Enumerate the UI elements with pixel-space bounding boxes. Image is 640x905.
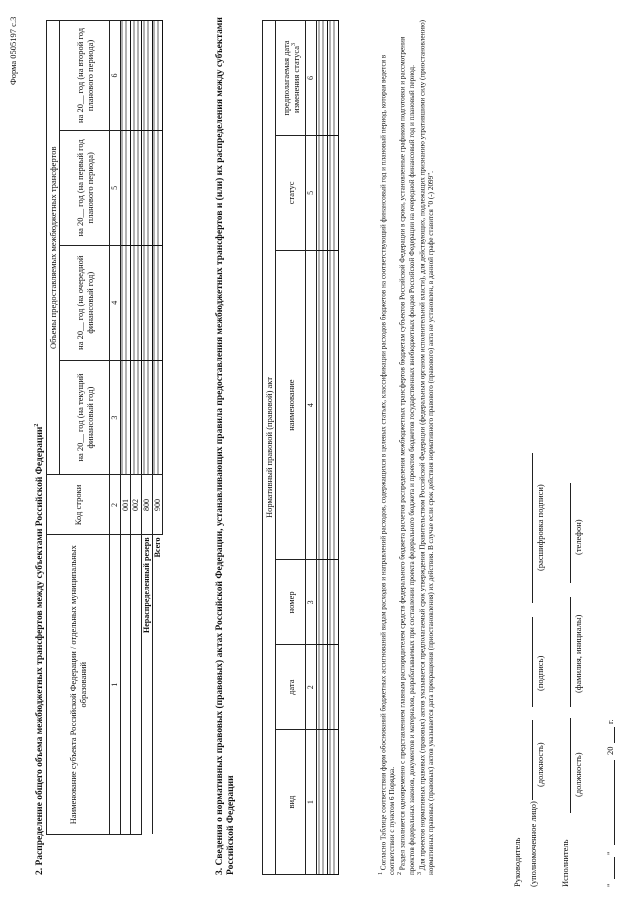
cell (141, 360, 152, 475)
section2-table (46, 20, 163, 835)
row-code: 001 (120, 475, 131, 535)
header-col4: на 20__ год (на очередной финансовый год) (60, 245, 110, 360)
table-row (131, 21, 142, 835)
cell (152, 130, 163, 245)
cell (131, 360, 142, 475)
form-code: Форма 0505197 с.3 (8, 16, 18, 85)
cell (120, 360, 131, 475)
header-col6: на 20__ год (на второй год планового периода) (60, 21, 110, 131)
header-date-status-text: предполагаемая дата изменения статуса (280, 40, 301, 116)
footnote (397, 15, 416, 875)
head-caption-position: (должность) (535, 742, 545, 787)
footnote-text: Для проектов нормативных правовых (правовых) актов указывается предполагаемый срок утверждения Правительством Российской Федерации (федеральным органом исполнительной власти), для действующих, подлежащих признанию утратившими силу (приостановлению) нормативных правовых (правовых) актов указывается дата прекращения (приостановления) их действия. В случае если срок действия нормативного правового (правового) акта не установлен, в данной графе ставится "0 (-) 2099". (418, 19, 436, 875)
row-code: 002 (131, 475, 142, 535)
cell (327, 135, 338, 250)
colnum: 4 (306, 250, 317, 560)
row-name (131, 535, 142, 835)
exec-caption-position: (должность) (573, 752, 583, 797)
date-year-prefix: 20 (605, 746, 615, 755)
cell (131, 245, 142, 360)
section3-group-header: Нормативный правовой (правовой) акт (263, 21, 276, 875)
cell (152, 21, 163, 131)
header-code: Код строки (47, 475, 110, 535)
header-col3: на 20__ год (на текущий финансовый год) (60, 360, 110, 475)
colnum: 1 (306, 730, 317, 875)
exec-phone-line (570, 483, 571, 583)
exec-caption-name: (фамилия, инициалы) (573, 614, 583, 693)
date-quote-open: " (605, 883, 615, 887)
cell (316, 730, 327, 875)
colnum: 6 (306, 21, 317, 136)
colnum: 1 (110, 535, 121, 835)
table-row (152, 21, 163, 835)
colnum: 2 (306, 645, 317, 730)
date-quote-close: " (605, 851, 615, 855)
footnote-sup: 3 (416, 872, 423, 875)
section2-title-text: 2. Распределение общего объема межбюджетных трансфертов между субъектами Российской Федерации (35, 426, 46, 875)
section2-title (34, 424, 47, 875)
cell (316, 250, 327, 560)
header-status: статус (276, 135, 306, 250)
footnotes (378, 15, 436, 875)
section3-table (262, 20, 339, 875)
header-group: Объемы предоставляемых межбюджетных трансфертов (47, 21, 60, 476)
colnum: 6 (110, 21, 121, 131)
head-caption-decode: (расшифровка подписи) (535, 484, 545, 571)
header-name: Наименование субъекта Российской Федерации / отдельных муниципальных образований (47, 535, 110, 835)
head-decode-line (532, 453, 533, 603)
exec-name-line (570, 597, 571, 707)
footnote-sup: 2 (397, 872, 404, 875)
cell (316, 645, 327, 730)
header-naim: наименование (276, 250, 306, 560)
exec-label: Исполнитель (560, 839, 570, 887)
colnum: 5 (110, 130, 121, 245)
section3-title: 3. Сведения о нормативных правовых (правовых) актах Российской Федерации, устанавливающих правила предоставления межбюджетных трансфертов и (или) их распределения между субъектами Российской Федерации (215, 17, 237, 875)
header-vid: вид (276, 730, 306, 875)
cell (141, 245, 152, 360)
head-position-line (532, 720, 533, 800)
table-row (141, 21, 152, 835)
footnote-sup: 1 (378, 872, 384, 875)
cell (120, 130, 131, 245)
date-year-suffix: г. (605, 719, 615, 724)
colnum: 3 (110, 360, 121, 475)
colnum: 5 (306, 135, 317, 250)
header-date-status-sup: 3 (290, 42, 297, 46)
cell (327, 560, 338, 645)
cell (327, 730, 338, 875)
header-nomer: номер (276, 560, 306, 645)
colnum: 2 (110, 475, 121, 535)
header-col5: на 20__ год (на первый год планового периода) (60, 130, 110, 245)
header-date-status (276, 21, 306, 136)
header-data: дата (276, 645, 306, 730)
table-row (316, 21, 327, 875)
head-label-1: Руководитель (512, 837, 522, 887)
date-month-line (614, 760, 615, 845)
exec-position-line (570, 718, 571, 813)
colnum: 3 (306, 560, 317, 645)
head-label-2: (уполномоченное лицо) (528, 801, 538, 887)
cell (327, 645, 338, 730)
footnote (417, 15, 436, 875)
footnote-text: Раздел заполняется одновременно с представлением главным распорядителем средств федерального бюджета расчетов распределения межбюджетных трансфертов бюджетам субъектов Российской Федерации в сроки, установленные графиком подготовки и рассмотрения проектов федеральных законов, документов и материалов, разрабатываемых при составлении проекта федерального бюджета и проектов бюджетов государственных внебюджетных фондов Российской Федерации на очередной финансовый год и плановый период. (398, 36, 416, 875)
cell (316, 21, 327, 136)
cell (141, 21, 152, 131)
cell (141, 130, 152, 245)
table-row (120, 21, 131, 835)
cell (120, 245, 131, 360)
row-code: 800 (141, 475, 152, 535)
exec-caption-phone: (телефон) (573, 519, 583, 555)
date-day-line (614, 857, 615, 879)
head-sign-line (532, 617, 533, 707)
colnum: 4 (110, 245, 121, 360)
row-name (120, 535, 131, 835)
footnote (378, 15, 397, 875)
cell (120, 21, 131, 131)
cell (152, 360, 163, 475)
cell (152, 245, 163, 360)
cell (131, 21, 142, 131)
row-code: 900 (152, 475, 163, 535)
table-row (327, 21, 338, 875)
footnote-text: Согласно Таблице соответствия форм обоснований бюджетных ассигнований видам расходов и направлений расходов, содержащихся в целевых статьях, классификации расходов бюджетов на соответствующий финансовый год и плановый период, которая ведется в соответствии с пунктом 6 Порядка. (379, 54, 397, 875)
cell (131, 130, 142, 245)
cell (327, 250, 338, 560)
row-name: Всего (152, 535, 163, 835)
date-year-line (614, 727, 615, 743)
head-caption-sign: (подпись) (535, 655, 545, 691)
cell (316, 560, 327, 645)
row-name: Нераспределенный резерв (141, 535, 152, 835)
section2-title-sup: 2 (34, 423, 40, 427)
cell (327, 21, 338, 136)
cell (316, 135, 327, 250)
